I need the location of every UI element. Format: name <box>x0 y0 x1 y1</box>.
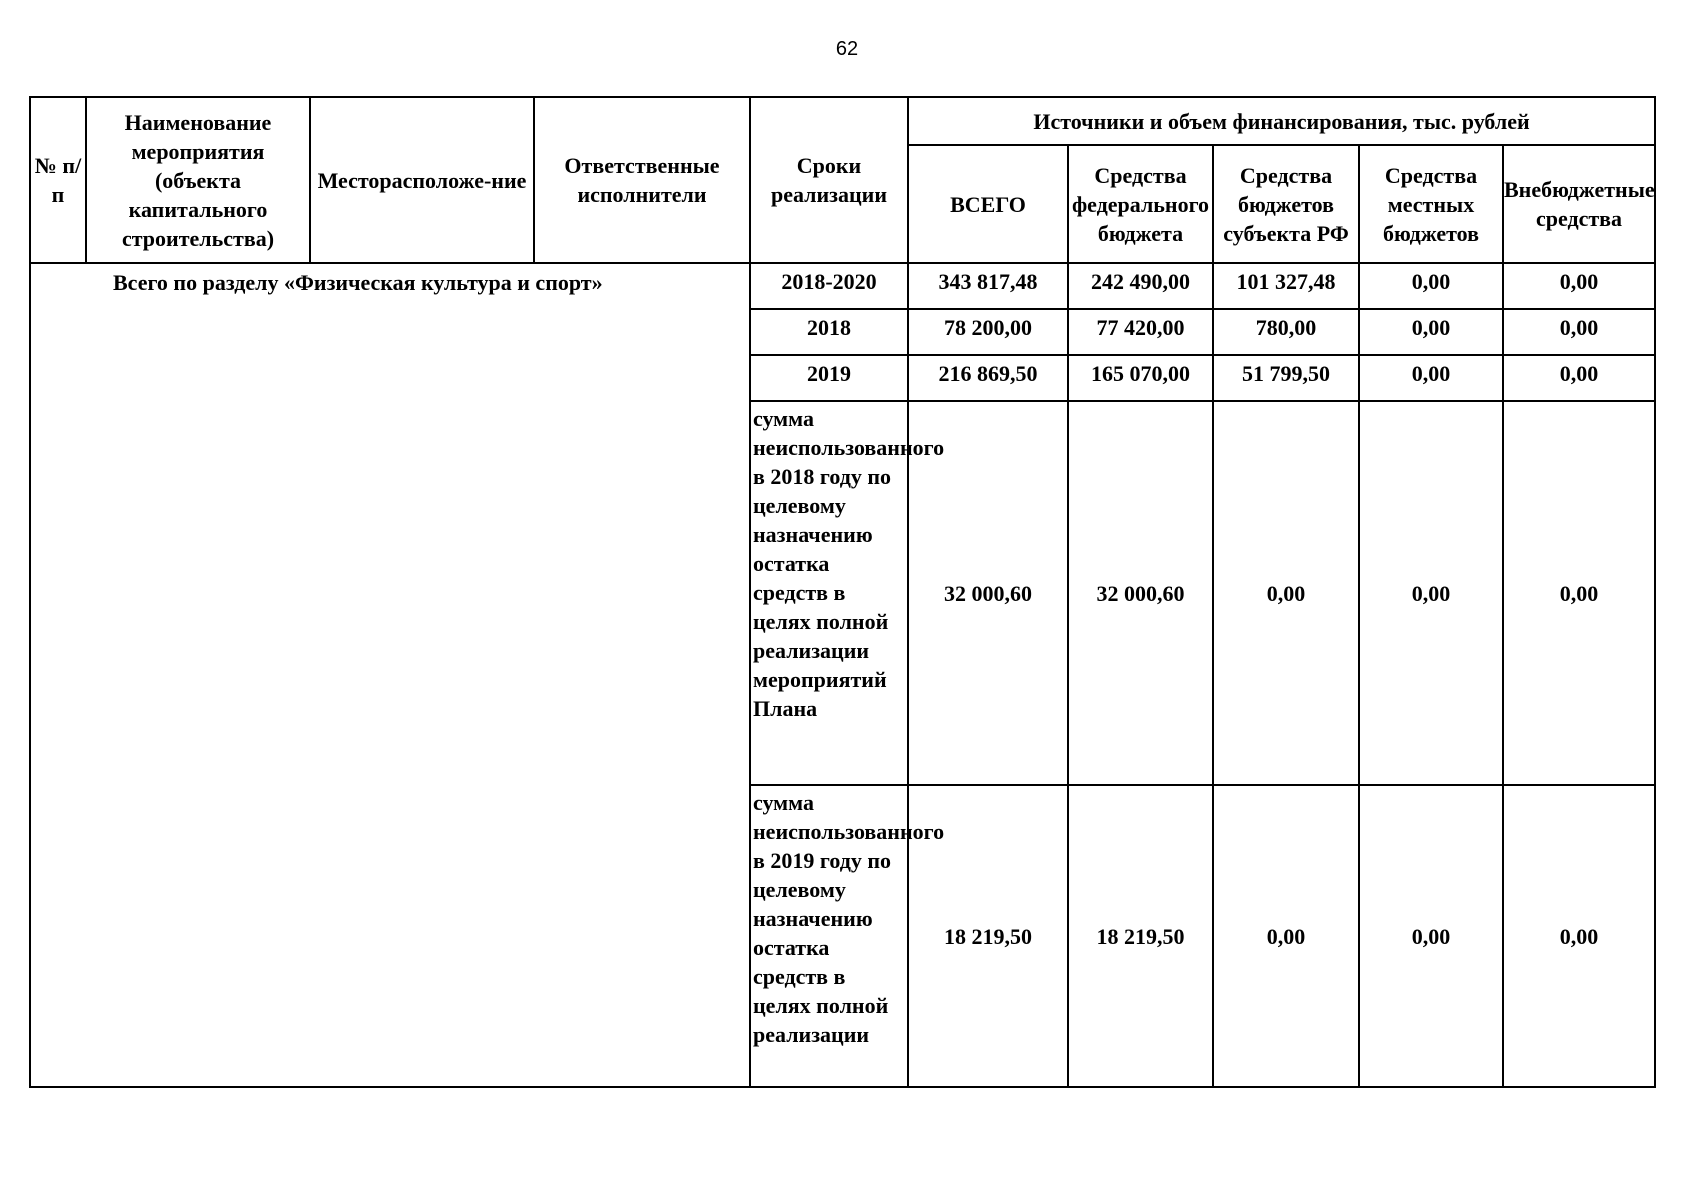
header-location: Месторасположе-ние <box>310 97 534 263</box>
header-total: ВСЕГО <box>908 145 1068 263</box>
cell-total: 78 200,00 <box>908 309 1068 355</box>
cell-regional: 0,00 <box>1213 401 1359 785</box>
header-sources-group: Источники и объем финансирования, тыс. рублей <box>908 97 1655 145</box>
cell-period: 2018-2020 <box>750 263 908 309</box>
cell-local: 0,00 <box>1359 785 1503 1087</box>
header-name: Наименование мероприятия (объекта капитального строительства) <box>86 97 310 263</box>
header-row-1 <box>30 97 1655 145</box>
header-num: № п/п <box>30 97 86 263</box>
cell-regional: 51 799,50 <box>1213 355 1359 401</box>
header-regional: Средства бюджетов субъекта РФ <box>1213 145 1359 263</box>
cell-period: 2018 <box>750 309 908 355</box>
cell-extrabudget: 0,00 <box>1503 355 1655 401</box>
cell-total: 343 817,48 <box>908 263 1068 309</box>
header-extrabudget: Внебюджетные средства <box>1503 145 1655 263</box>
header-federal: Средства федерального бюджета <box>1068 145 1213 263</box>
header-period: Сроки реализации <box>750 97 908 263</box>
section-total-label: Всего по разделу «Физическая культура и спорт» <box>30 263 750 1087</box>
cell-local: 0,00 <box>1359 263 1503 309</box>
page-number: 62 <box>835 38 859 60</box>
cell-total: 18 219,50 <box>908 785 1068 1087</box>
cell-period: сумма неиспользованного в 2019 году по целевому назначению остатка средств в целях полной реализации <box>750 785 908 1087</box>
cell-extrabudget: 0,00 <box>1503 401 1655 785</box>
cell-local: 0,00 <box>1359 309 1503 355</box>
cell-federal: 32 000,60 <box>1068 401 1213 785</box>
header-local: Средства местных бюджетов <box>1359 145 1503 263</box>
cell-regional: 101 327,48 <box>1213 263 1359 309</box>
cell-period: 2019 <box>750 355 908 401</box>
cell-federal: 77 420,00 <box>1068 309 1213 355</box>
cell-extrabudget: 0,00 <box>1503 309 1655 355</box>
cell-period: сумма неиспользованного в 2018 году по целевому назначению остатка средств в целях полной реализации мероприятий Плана <box>750 401 908 785</box>
cell-total: 216 869,50 <box>908 355 1068 401</box>
cell-federal: 165 070,00 <box>1068 355 1213 401</box>
cell-regional: 780,00 <box>1213 309 1359 355</box>
cell-extrabudget: 0,00 <box>1503 785 1655 1087</box>
financing-table <box>29 96 1656 1088</box>
cell-total: 32 000,60 <box>908 401 1068 785</box>
cell-federal: 242 490,00 <box>1068 263 1213 309</box>
cell-regional: 0,00 <box>1213 785 1359 1087</box>
cell-federal: 18 219,50 <box>1068 785 1213 1087</box>
cell-extrabudget: 0,00 <box>1503 263 1655 309</box>
header-responsible: Ответственные исполнители <box>534 97 750 263</box>
cell-local: 0,00 <box>1359 401 1503 785</box>
cell-local: 0,00 <box>1359 355 1503 401</box>
table-row <box>30 263 1655 309</box>
